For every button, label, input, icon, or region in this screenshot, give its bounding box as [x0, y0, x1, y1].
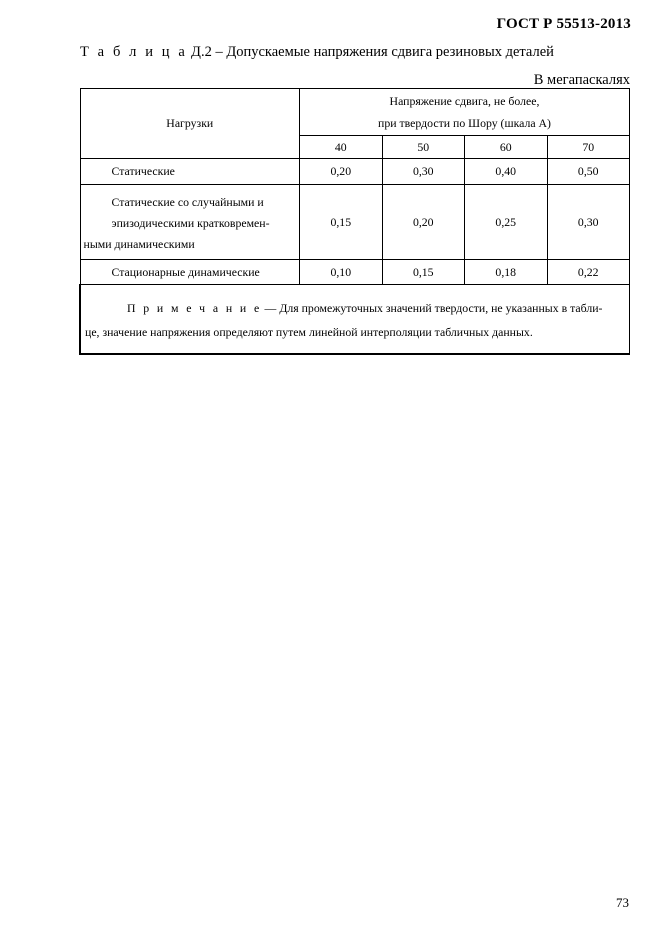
- load-type-line: Статические со случайными и: [111, 194, 264, 209]
- table-caption-number: Д.2: [191, 44, 212, 60]
- value-cell: 0,50: [547, 159, 630, 185]
- load-type-cell: [80, 159, 300, 185]
- load-type-line: Стационарные динамические: [111, 264, 260, 279]
- page-number: 73: [616, 895, 629, 910]
- value-cell: 0,22: [547, 260, 630, 285]
- table-row: [80, 260, 630, 285]
- table-row: [80, 159, 630, 185]
- loads-column-header: Нагрузки: [80, 89, 300, 159]
- value-cell: 0,15: [382, 260, 464, 285]
- load-type-cell: [80, 260, 300, 285]
- value-cell: 0,30: [547, 185, 630, 260]
- hardness-header-cell: 40: [300, 136, 382, 159]
- load-type-line: эпизодическими кратковремен-: [111, 215, 270, 230]
- note-line-2: це, значение напряжения определяют путем линейной интерполяции табличных данных.: [85, 324, 533, 339]
- table-row: [80, 185, 630, 260]
- value-cell: 0,30: [382, 159, 464, 185]
- group-header-line-2: при твердости по Шору (шкала А): [378, 116, 551, 130]
- note-line-1: [85, 296, 625, 320]
- note-dash: —: [261, 300, 280, 315]
- hardness-header-cell: 50: [382, 136, 464, 159]
- value-cell: 0,25: [465, 185, 547, 260]
- shear-stress-table: [79, 88, 630, 355]
- value-cell: 0,20: [382, 185, 464, 260]
- load-type-line: ными динамическими: [83, 236, 195, 251]
- group-header-line-1: Напряжение сдвига, не более,: [389, 94, 540, 108]
- table-caption: [80, 44, 554, 61]
- note-text-1: Для промежуточных значений твердости, не указанных в табли-: [279, 300, 603, 315]
- value-cell: 0,40: [465, 159, 547, 185]
- note-label: П р и м е ч а н и е: [127, 300, 262, 315]
- note-row: [80, 285, 630, 355]
- shear-stress-group-header: [300, 89, 630, 136]
- table-header-row: [80, 89, 630, 136]
- value-cell: 0,15: [300, 185, 382, 260]
- load-type-line: Статические: [111, 164, 175, 179]
- value-cell: 0,18: [465, 260, 547, 285]
- table-caption-text: – Допускаемые напряжения сдвига резиновых деталей: [215, 44, 554, 60]
- table-caption-label: Т а б л и ц а: [80, 44, 188, 60]
- table-note: [80, 285, 630, 355]
- units-label: В мегапаскалях: [533, 72, 630, 88]
- value-cell: 0,10: [300, 260, 382, 285]
- hardness-header-cell: 70: [547, 136, 630, 159]
- document-code: ГОСТ Р 55513-2013: [496, 16, 631, 32]
- value-cell: 0,20: [300, 159, 382, 185]
- hardness-header-cell: 60: [465, 136, 547, 159]
- load-type-cell: [80, 185, 300, 260]
